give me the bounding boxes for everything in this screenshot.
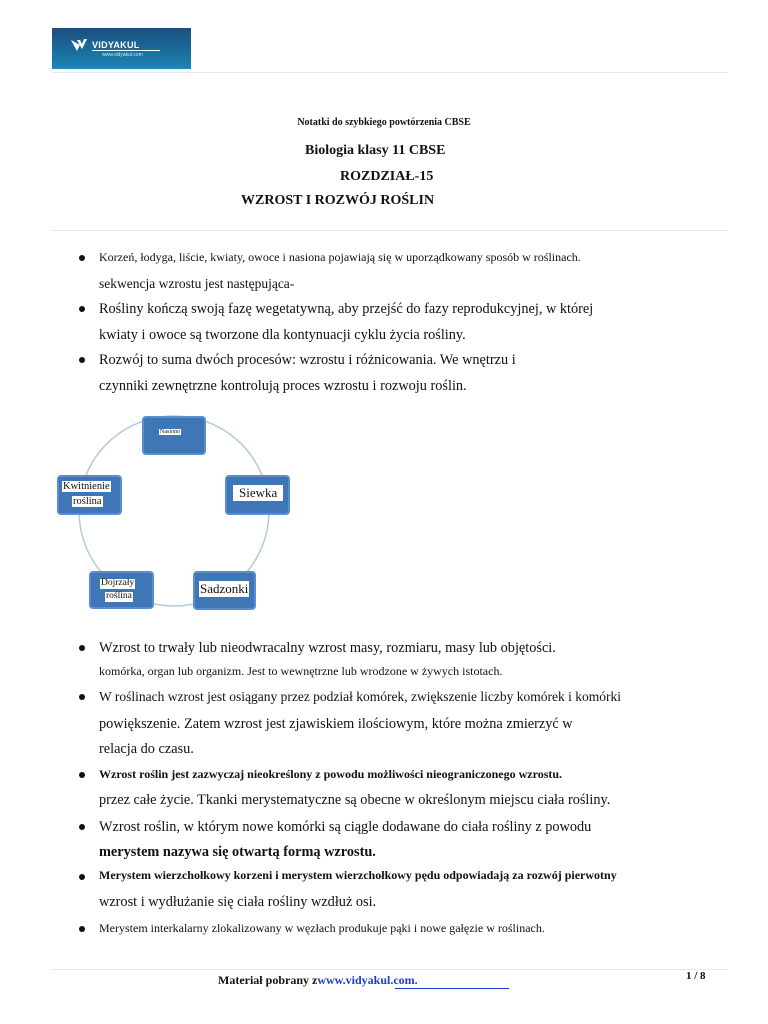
bullet-dot bbox=[79, 772, 85, 778]
plant-life-cycle-diagram bbox=[50, 405, 300, 620]
cycle-node-label: Siewka bbox=[233, 485, 283, 501]
text-line: Merystem interkalarny zlokalizowany w węzłach produkuje pąki i nowe gałęzie w roślinach. bbox=[99, 921, 545, 935]
bullet-dot bbox=[79, 645, 85, 651]
text-line: kwiaty i owoce są tworzone dla kontynuacji cyklu życia rośliny. bbox=[99, 327, 466, 343]
text-line: Rośliny kończą swoją fazę wegetatywną, aby przejść do fazy reprodukcyjnej, w której bbox=[99, 301, 594, 317]
text-line: przez całe życie. Tkanki merystematyczne są obecne w określonym miejscu ciała rośliny. bbox=[99, 792, 611, 808]
cycle-node-mature-plant bbox=[89, 571, 154, 609]
text-line: Korzeń, łodyga, liście, kwiaty, owoce i nasiona pojawiają się w uporządkowany sposób w roślinach. bbox=[99, 250, 581, 264]
cycle-node-label: Nasiono bbox=[160, 429, 180, 435]
document-subtitle: Notatki do szybkiego powtórzenia CBSE bbox=[297, 117, 471, 128]
logo-brand-text: VIDYAKUL bbox=[92, 40, 160, 51]
header-divider bbox=[52, 72, 728, 73]
cycle-node-label: Kwitnienie bbox=[63, 481, 110, 492]
text-line: merystem nazywa się otwartą formą wzrostu. bbox=[99, 844, 376, 860]
text-line: W roślinach wzrost jest osiągany przez podział komórek, zwiększenie liczby komórek i komórki bbox=[99, 689, 621, 704]
text-line: Wzrost roślin jest zazwyczaj nieokreślony z powodu możliwości nieograniczonego wzrostu. bbox=[99, 767, 563, 781]
text-line: czynniki zewnętrzne kontrolują proces wzrostu i rozwoju roślin. bbox=[99, 378, 467, 394]
bullet-dot bbox=[79, 874, 85, 880]
cycle-node-label: Dojrzały bbox=[101, 578, 135, 588]
page-number: 1 / 8 bbox=[686, 970, 706, 982]
bullet-dot bbox=[79, 357, 85, 363]
cycle-node-flowering-plant bbox=[57, 475, 122, 515]
title-chapter: ROZDZIAŁ-15 bbox=[340, 169, 434, 184]
cycle-node-label: roślina bbox=[73, 496, 102, 507]
title-class: Biologia klasy 11 CBSE bbox=[305, 143, 446, 158]
text-line: relacja do czasu. bbox=[99, 741, 194, 757]
text-line: powiększenie. Zatem wzrost jest zjawiskiem ilościowym, które można zmierzyć w bbox=[99, 716, 573, 732]
text-line: Rozwój to suma dwóch procesów: wzrostu i różnicowania. We wnętrzu i bbox=[99, 352, 516, 368]
footer-source bbox=[218, 973, 418, 988]
bullet-dot bbox=[79, 926, 85, 932]
text-line: wzrost i wydłużanie się ciała rośliny wzdłuż osi. bbox=[99, 894, 377, 910]
logo-site-text: www.vidyakul.com bbox=[102, 52, 143, 58]
bullet-dot bbox=[79, 255, 85, 261]
bullet-dot bbox=[79, 694, 85, 700]
cycle-node-label: Sadzonki bbox=[200, 581, 249, 596]
logo-chevron-icon bbox=[70, 37, 90, 53]
bullet-dot bbox=[79, 824, 85, 830]
title-divider bbox=[52, 230, 728, 231]
cycle-node-seed bbox=[142, 416, 206, 455]
title-topic: WZROST I ROZWÓJ ROŚLIN bbox=[241, 193, 435, 208]
text-line: Wzrost to trwały lub nieodwracalny wzrost masy, rozmiaru, masy lub objętości. bbox=[99, 640, 556, 656]
text-line: komórka, organ lub organizm. Jest to wewnętrzne lub wrodzone w żywych istotach. bbox=[99, 664, 503, 678]
text-line: Wzrost roślin, w którym nowe komórki są ciągle dodawane do ciała rośliny z powodu bbox=[99, 819, 592, 835]
text-line: sekwencja wzrostu jest następująca- bbox=[99, 276, 295, 291]
footer-divider bbox=[52, 969, 728, 970]
footer-link[interactable]: www.vidyakul.com. bbox=[317, 973, 418, 987]
cycle-node-sapling bbox=[193, 571, 256, 610]
text-line: Merystem wierzchołkowy korzeni i merystem wierzchołkowy pędu odpowiadają za rozwój pierwotny bbox=[99, 868, 617, 882]
bullet-dot bbox=[79, 306, 85, 312]
footer-prefix: Materiał pobrany z bbox=[218, 973, 318, 987]
cycle-node-seedling bbox=[225, 475, 290, 515]
cycle-node-label: roślina bbox=[106, 591, 132, 601]
footer-link-underline bbox=[395, 988, 509, 989]
vidyakul-logo bbox=[52, 28, 191, 69]
